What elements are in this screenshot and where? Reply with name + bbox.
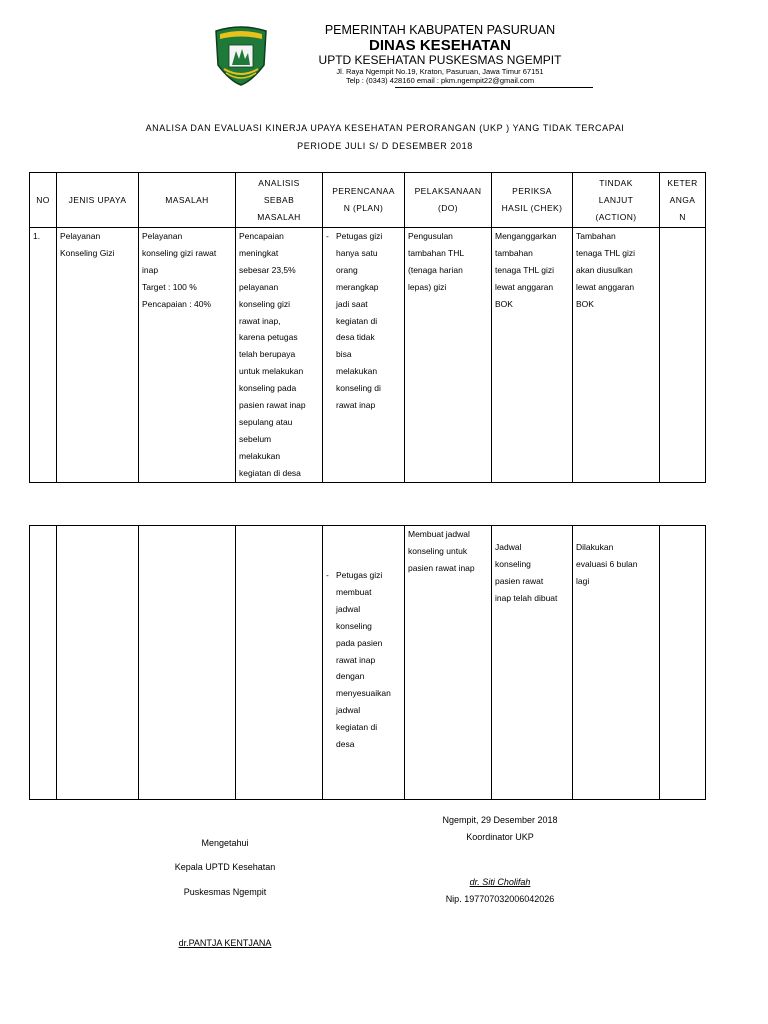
bullet-dash: -	[326, 570, 329, 580]
cell-analisis: Pencapaian meningkat sebesar 23,5% pelayanan konseling gizi rawat inap, karena petugas telah berupaya untuk melakukan konseling pada pasien rawat inap sepulang atau sebelum melakukan kegiatan di desa	[236, 228, 323, 483]
cell-jenis-upaya: Pelayanan Konseling Gizi	[57, 228, 139, 483]
cell-no	[30, 526, 57, 800]
document-period: PERIODE JULI S/ D DESEMBER 2018	[297, 141, 473, 151]
cell-tindak-lanjut: Tambahan tenaga THL gizi akan diusulkan lewat anggaran BOK	[573, 228, 660, 483]
sig-left-position: Kepala UPTD Kesehatan	[174, 862, 276, 872]
col-header-masalah: MASALAH	[139, 173, 236, 228]
cell-periksa: Jadwal konseling pasien rawat inap telah dibuat	[492, 526, 573, 800]
perencanaan-text: Petugas gizi membuat jadwal konseling pada pasien rawat inap dengan menyesuaikan jadwal kegiatan di desa	[336, 570, 391, 750]
cell-jenis-upaya	[57, 526, 139, 800]
cell-perencanaan	[323, 526, 405, 800]
col-header-perencanaan: PERENCANAA N (PLAN)	[323, 173, 405, 228]
cell-pelaksanaan: Pengusulan tambahan THL (tenaga harian lepas) gizi	[405, 228, 492, 483]
sig-right-name: dr. Siti Cholifah	[469, 877, 531, 887]
cell-analisis	[236, 526, 323, 800]
sig-right-place-date: Ngempit, 29 Desember 2018	[442, 815, 558, 825]
sig-left-acknowledged: Mengetahui	[201, 838, 249, 848]
col-header-no: NO	[30, 173, 57, 228]
sig-right-nip: Nip. 197707032006042026	[445, 894, 555, 904]
cell-masalah	[139, 526, 236, 800]
table-row	[30, 228, 706, 483]
sig-left-institution: Puskesmas Ngempit	[183, 887, 267, 897]
cell-periksa: Menganggarkan tambahan tenaga THL gizi lewat anggaran BOK	[492, 228, 573, 483]
org-address: Jl. Raya Ngempit No.19, Kraton, Pasuruan, Jawa Timur 67151	[336, 67, 544, 76]
cell-perencanaan	[323, 228, 405, 483]
perencanaan-text: Petugas gizi hanya satu orang merangkap jadi saat kegiatan di desa tidak bisa melakukan konseling di rawat inap	[336, 231, 383, 411]
col-header-periksa: PERIKSA HASIL (CHEK)	[492, 173, 573, 228]
col-header-tindak-lanjut: TINDAK LANJUT (ACTION)	[573, 173, 660, 228]
cell-pelaksanaan: Membuat jadwal konseling untuk pasien rawat inap	[405, 526, 492, 800]
evaluation-table-continued	[29, 525, 706, 800]
table-row	[30, 526, 706, 800]
cell-keterangan	[660, 526, 706, 800]
table-header-row	[30, 173, 706, 228]
document-title: ANALISA DAN EVALUASI KINERJA UPAYA KESEHATAN PERORANGAN (UKP ) YANG TIDAK TERCAPAI	[145, 123, 625, 133]
cell-tindak-lanjut: Dilakukan evaluasi 6 bulan lagi	[573, 526, 660, 800]
col-header-jenis-upaya: JENIS UPAYA	[57, 173, 139, 228]
org-department-name: DINAS KESEHATAN	[369, 37, 511, 54]
bullet-dash: -	[326, 231, 329, 241]
col-header-pelaksanaan: PELAKSANAAN (DO)	[405, 173, 492, 228]
org-contact: Telp : (0343) 428160 email : pkm.ngempit22@gmail.com	[345, 76, 535, 85]
col-header-analisis: ANALISIS SEBAB MASALAH	[236, 173, 323, 228]
header-divider	[395, 87, 593, 88]
org-unit-name: UPTD KESEHATAN PUSKESMAS NGEMPIT	[318, 53, 562, 67]
cell-keterangan	[660, 228, 706, 483]
org-government-name: PEMERINTAH KABUPATEN PASURUAN	[324, 23, 556, 37]
col-header-keterangan: KETER ANGA N	[660, 173, 706, 228]
cell-no: 1.	[30, 228, 57, 483]
sig-right-role: Koordinator UKP	[466, 832, 534, 842]
sig-left-name: dr.PANTJA KENTJANA	[178, 938, 272, 948]
evaluation-table	[29, 172, 706, 483]
cell-masalah: Pelayanan konseling gizi rawat inap Target : 100 % Pencapaian : 40%	[139, 228, 236, 483]
